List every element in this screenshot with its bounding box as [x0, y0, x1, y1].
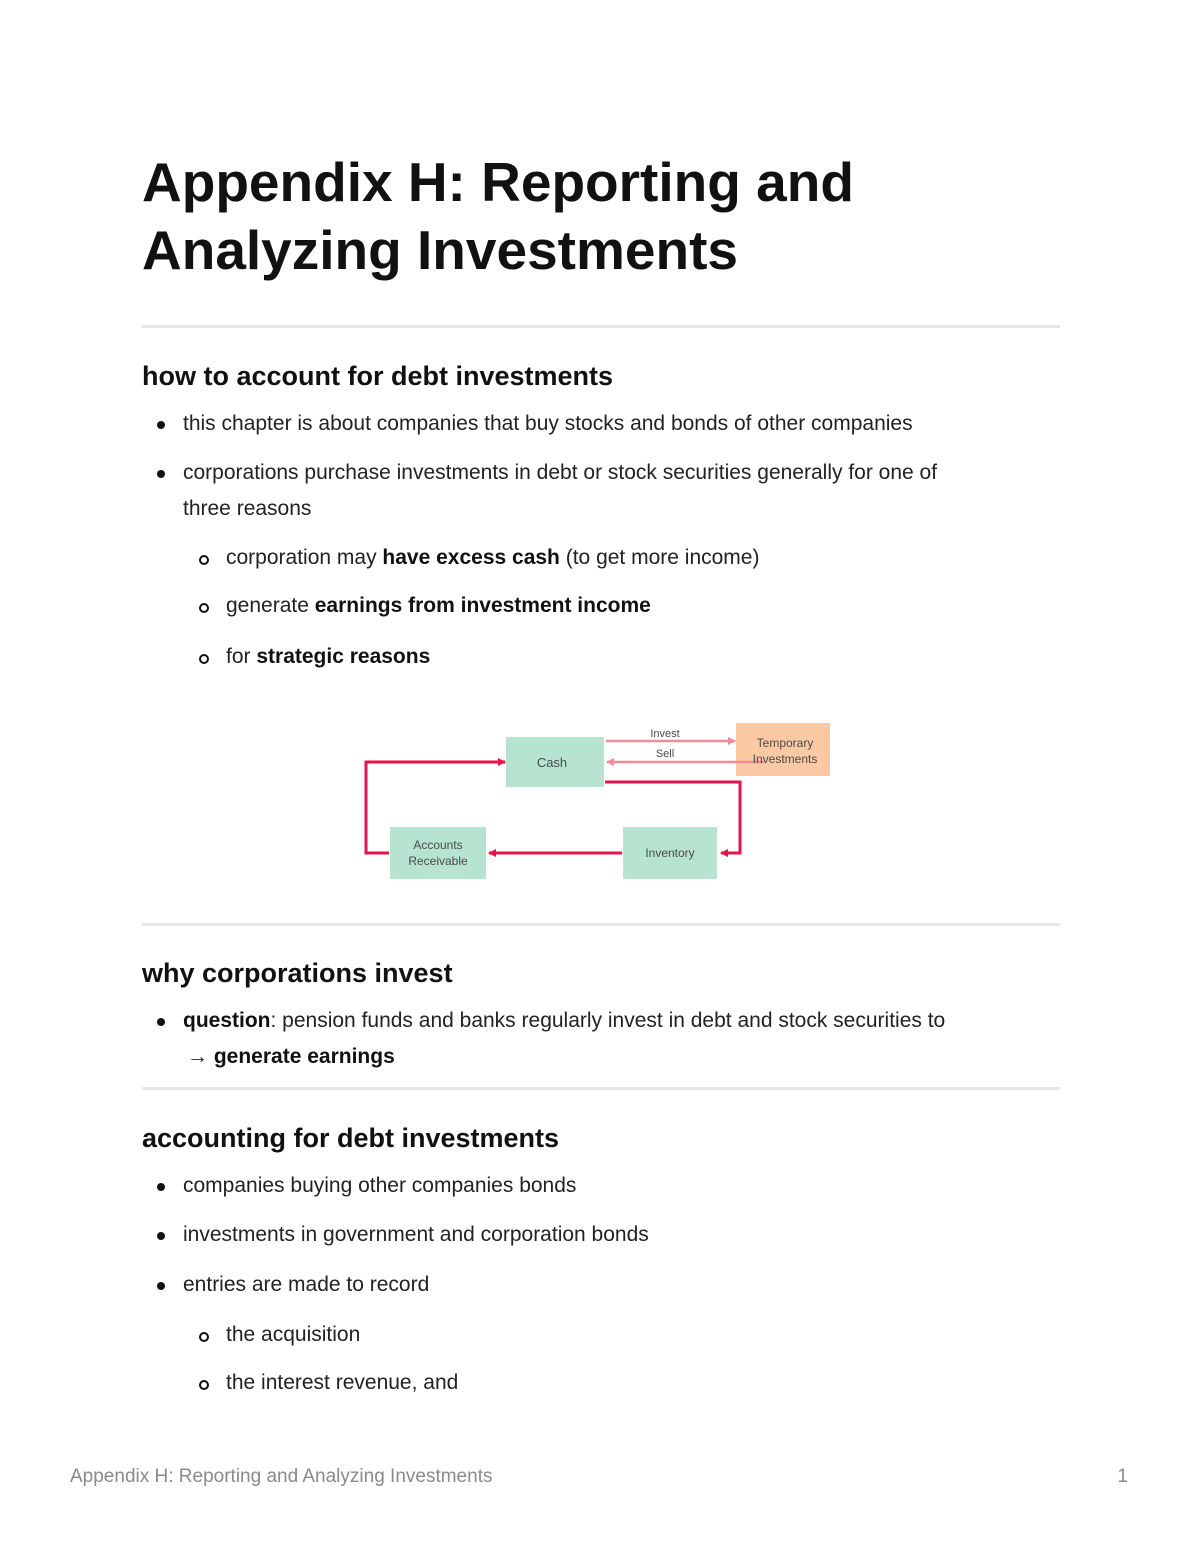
section-heading-debt-investments: how to account for debt investments: [142, 361, 614, 391]
text: : pension funds and banks regularly invest in debt and stock securities to: [270, 1009, 946, 1032]
sub-list-item: the acquisition: [226, 1323, 361, 1346]
text: (to get more income): [559, 546, 760, 569]
list-item: companies buying other companies bonds: [183, 1174, 577, 1197]
bold-text: earnings from investment income: [314, 594, 651, 617]
accounts-receivable-box: [390, 827, 486, 879]
bullet-dot-icon: [157, 1282, 165, 1290]
inventory-label: Inventory: [645, 846, 695, 860]
bullet-dot-icon: [157, 1018, 165, 1026]
sub-bullet-circle-icon: [199, 654, 209, 664]
text: generate: [226, 594, 315, 617]
sub-list-item: [226, 643, 430, 671]
section-heading-why-invest: why corporations invest: [142, 958, 453, 988]
accounts-label: Accounts: [413, 838, 463, 852]
list-item: investments in government and corporation bonds: [183, 1223, 649, 1246]
bullet-dot-icon: [157, 421, 165, 429]
receivable-label: Receivable: [408, 854, 468, 868]
temporary-label: Temporary: [756, 736, 814, 750]
section-heading-accounting-debt: accounting for debt investments: [142, 1123, 560, 1153]
bold-text: strategic reasons: [256, 645, 431, 668]
divider: [142, 325, 1060, 328]
list-item-continuation: three reasons: [183, 497, 312, 520]
bold-text: generate earnings: [213, 1045, 395, 1068]
sub-bullet-circle-icon: [199, 603, 209, 613]
investments-label: Investments: [752, 752, 818, 766]
text: for: [226, 645, 257, 668]
sub-list-item: [226, 544, 759, 572]
page-number: 1: [1117, 1466, 1128, 1487]
list-item: corporations purchase investments in debt or stock securities generally for one of: [183, 461, 938, 484]
list-item-continuation: [187, 1043, 395, 1071]
divider: [142, 1087, 1060, 1090]
list-item: [183, 1007, 945, 1035]
bold-text: have excess cash: [382, 546, 560, 569]
cash-cycle-diagram: [360, 720, 840, 890]
sub-bullet-circle-icon: [199, 555, 209, 565]
sub-list-item: the interest revenue, and: [226, 1371, 459, 1394]
bullet-dot-icon: [157, 470, 165, 478]
bold-text: question: [183, 1009, 271, 1032]
title-line-1: Appendix H: Reporting and: [142, 151, 854, 213]
arrow-icon: →: [187, 1045, 214, 1068]
bullet-dot-icon: [157, 1183, 165, 1191]
list-item: this chapter is about companies that buy stocks and bonds of other companies: [183, 412, 913, 435]
sell-label: Sell: [655, 748, 675, 760]
sub-bullet-circle-icon: [199, 1332, 209, 1342]
sub-bullet-circle-icon: [199, 1380, 209, 1390]
bullet-dot-icon: [157, 1232, 165, 1240]
cash-label: Cash: [536, 755, 568, 770]
invest-label: Invest: [650, 728, 680, 740]
sub-list-item: [226, 592, 651, 620]
title-line-2: Analyzing Investments: [142, 219, 738, 281]
page-title: [142, 148, 854, 284]
footer-title: Appendix H: Reporting and Analyzing Investments: [70, 1466, 493, 1487]
divider: [142, 923, 1060, 926]
text: corporation may: [226, 546, 383, 569]
list-item: entries are made to record: [183, 1273, 430, 1296]
